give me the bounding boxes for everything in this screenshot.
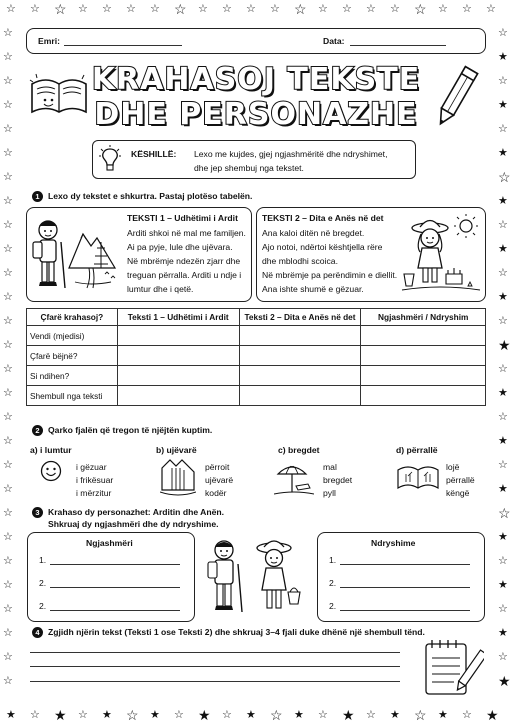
star-decoration: ★ <box>498 195 508 207</box>
star-decoration: ★ <box>498 99 508 111</box>
star-decoration: ☆ <box>102 3 112 15</box>
text-2-line-3: dhe mblodhi scoica. <box>262 256 338 266</box>
star-decoration: ★ <box>390 709 400 721</box>
table-row <box>27 386 486 406</box>
row-label: Çfarë bëjnë? <box>27 346 118 366</box>
star-decoration: ☆ <box>3 387 13 399</box>
star-decoration: ☆ <box>3 291 13 303</box>
table-cell-input[interactable] <box>239 346 361 366</box>
star-decoration: ☆ <box>498 363 508 375</box>
row-label: Si ndihen? <box>27 366 118 386</box>
group-d-label: d) përrallë <box>396 445 438 455</box>
star-decoration: ☆ <box>222 3 232 15</box>
similarity-2-field[interactable] <box>50 587 180 588</box>
row-label: Shembull nga teksti <box>27 386 118 406</box>
star-decoration: ☆ <box>3 171 13 183</box>
option-a-3[interactable]: i mërzitur <box>76 488 112 498</box>
similarity-3-label: 2. <box>39 601 47 611</box>
option-c-3[interactable]: pyll <box>323 488 336 498</box>
group-b-label: b) ujëvarë <box>156 445 197 455</box>
star-decoration: ★ <box>102 709 112 721</box>
star-decoration: ☆ <box>30 3 40 15</box>
group-a-label: a) i lumtur <box>30 445 72 455</box>
star-decoration: ☆ <box>150 3 160 15</box>
text-2-line-1: Ana kaloi ditën në bregdet. <box>262 228 365 238</box>
star-decoration: ☆ <box>438 3 448 15</box>
star-decoration: ☆ <box>498 27 508 39</box>
star-decoration: ★ <box>498 291 508 303</box>
star-decoration: ☆ <box>498 603 508 615</box>
option-a-2[interactable]: i frikësuar <box>76 475 114 485</box>
star-decoration: ★ <box>498 483 508 495</box>
star-decoration: ☆ <box>3 339 13 351</box>
star-decoration: ☆ <box>3 411 13 423</box>
star-decoration: ★ <box>198 707 211 723</box>
group-c-label: c) bregdet <box>278 445 320 455</box>
title-line-1: KRAHASOJ TEKSTE <box>91 62 421 97</box>
waterfall-icon <box>160 458 196 498</box>
ardit-and-ana-icon <box>196 536 308 618</box>
star-decoration: ☆ <box>3 435 13 447</box>
star-decoration: ☆ <box>3 603 13 615</box>
star-decoration: ☆ <box>366 3 376 15</box>
differences-title: Ndryshime <box>371 538 416 548</box>
star-decoration: ☆ <box>498 555 508 567</box>
star-decoration: ☆ <box>222 709 232 721</box>
star-decoration: ☆ <box>498 267 508 279</box>
tip-line-1: Lexo me kujdes, gjej ngjashmëritë dhe ndryshimet, <box>194 149 388 159</box>
star-decoration: ☆ <box>3 243 13 255</box>
star-decoration: ☆ <box>414 707 427 723</box>
task-2-number: 2 <box>32 425 43 436</box>
hiker-boy-icon <box>31 212 123 298</box>
star-decoration: ☆ <box>3 27 13 39</box>
star-decoration: ☆ <box>3 147 13 159</box>
star-decoration: ☆ <box>318 3 328 15</box>
star-decoration: ★ <box>498 51 508 63</box>
table-cell-input[interactable] <box>117 366 239 386</box>
star-decoration: ☆ <box>498 459 508 471</box>
difference-1-label: 1. <box>329 555 337 565</box>
table-cell-input[interactable] <box>117 326 239 346</box>
star-decoration: ☆ <box>3 651 13 663</box>
pencil-icon <box>430 60 482 134</box>
star-decoration: ☆ <box>54 1 67 17</box>
star-decoration: ☆ <box>3 579 13 591</box>
star-decoration: ★ <box>498 337 511 353</box>
star-decoration: ☆ <box>30 709 40 721</box>
option-b-3[interactable]: kodër <box>205 488 227 498</box>
table-cell-input[interactable] <box>361 366 486 386</box>
table-cell-input[interactable] <box>117 386 239 406</box>
text-1-line-1: Arditi shkoi në mal me familjen. <box>127 228 246 238</box>
text-2-line-4: Në mbrëmje pa perëndimin e diellit. <box>262 270 398 280</box>
similarity-2-label: 2. <box>39 578 47 588</box>
beach-umbrella-icon <box>274 458 314 498</box>
difference-3-label: 2. <box>329 601 337 611</box>
star-decoration: ★ <box>150 709 160 721</box>
difference-2-label: 2. <box>329 578 337 588</box>
star-decoration: ☆ <box>3 267 13 279</box>
star-decoration: ★ <box>438 709 448 721</box>
star-decoration: ☆ <box>3 483 13 495</box>
text-2-title: TEKSTI 2 – Dita e Anës në det <box>262 213 384 223</box>
star-decoration: ☆ <box>198 3 208 15</box>
star-decoration: ☆ <box>174 1 187 17</box>
text-1-line-3: Në mbrëmje ndezën zjarr dhe <box>127 256 241 266</box>
similarities-title: Ngjashmëri <box>86 538 133 548</box>
task-3-line-2: Shkruaj dy ngjashmëri dhe dy ndryshime. <box>48 519 219 529</box>
table-header: Çfarë krahasoj? <box>27 309 118 326</box>
star-decoration: ☆ <box>498 75 508 87</box>
star-decoration: ☆ <box>390 3 400 15</box>
tip-line-2: dhe jep shembuj nga tekstet. <box>194 163 304 173</box>
star-decoration: ☆ <box>3 363 13 375</box>
text-1-line-5: lumtur dhe i qetë. <box>127 284 194 294</box>
text-1-line-2: Ai pa pyje, lule dhe ujëvara. <box>127 242 233 252</box>
task-3-number: 3 <box>32 507 43 518</box>
table-cell-input[interactable] <box>361 346 486 366</box>
star-decoration: ☆ <box>498 411 508 423</box>
star-decoration: ★ <box>54 707 67 723</box>
star-decoration: ☆ <box>342 3 352 15</box>
text-1-line-4: treguan përralla. Arditi u ndje i <box>127 270 242 280</box>
table-header: Teksti 2 – Dita e Anës në det <box>239 309 361 326</box>
comparison-table <box>26 308 486 406</box>
name-field[interactable] <box>64 45 182 46</box>
star-decoration: ☆ <box>366 709 376 721</box>
tip-label: KËSHILLË: <box>131 149 177 159</box>
task-4-instruction: Zgjidh njërin tekst (Teksti 1 ose Teksti 2) dhe shkruaj 3–4 fjali duke dhënë një shembull tënd. <box>48 627 425 637</box>
option-c-2[interactable]: bregdet <box>323 475 353 485</box>
lightbulb-icon <box>98 144 122 174</box>
similarity-3-field[interactable] <box>50 610 180 611</box>
option-d-1[interactable]: lojë <box>446 462 460 472</box>
star-decoration: ★ <box>342 707 355 723</box>
star-decoration: ☆ <box>462 3 472 15</box>
similarity-1-field[interactable] <box>50 564 180 565</box>
table-cell-input[interactable] <box>239 366 361 386</box>
notepad-pencil-icon <box>420 638 484 700</box>
star-decoration: ★ <box>498 435 508 447</box>
star-decoration: ☆ <box>3 627 13 639</box>
star-decoration: ☆ <box>498 169 511 185</box>
table-cell-input[interactable] <box>117 346 239 366</box>
star-decoration: ★ <box>498 531 508 543</box>
date-label: Data: <box>323 36 345 46</box>
option-c-1[interactable]: mal <box>323 462 337 472</box>
task-4-number: 4 <box>32 627 43 638</box>
star-decoration: ☆ <box>3 51 13 63</box>
header-box <box>26 28 486 54</box>
option-b-2[interactable]: ujëvarë <box>205 475 234 485</box>
task-1-number: 1 <box>32 191 43 202</box>
option-b-1[interactable]: përroit <box>205 462 230 472</box>
star-decoration: ☆ <box>498 651 508 663</box>
table-cell-input[interactable] <box>239 386 361 406</box>
difference-1-field[interactable] <box>340 564 470 565</box>
star-decoration: ☆ <box>3 195 13 207</box>
star-decoration: ☆ <box>3 531 13 543</box>
table-header: Teksti 1 – Udhëtimi i Ardit <box>117 309 239 326</box>
writing-line-1[interactable] <box>30 652 400 653</box>
table-cell-input[interactable] <box>361 326 486 346</box>
similarity-1-label: 1. <box>39 555 47 565</box>
star-decoration: ☆ <box>3 507 13 519</box>
star-decoration: ☆ <box>462 709 472 721</box>
star-decoration: ★ <box>498 673 511 689</box>
star-decoration: ☆ <box>498 315 508 327</box>
star-decoration: ★ <box>6 709 16 721</box>
star-decoration: ☆ <box>3 99 13 111</box>
star-decoration: ☆ <box>3 123 13 135</box>
star-decoration: ★ <box>498 147 508 159</box>
star-decoration: ☆ <box>318 709 328 721</box>
star-decoration: ☆ <box>3 219 13 231</box>
star-decoration: ☆ <box>498 219 508 231</box>
star-decoration: ☆ <box>294 1 307 17</box>
beach-girl-icon <box>400 212 482 298</box>
table-row <box>27 326 486 346</box>
table-cell-input[interactable] <box>361 386 486 406</box>
title-line-2: DHE PERSONAZHE <box>94 97 418 132</box>
star-decoration: ☆ <box>78 3 88 15</box>
text-2-line-2: Ajo notoi, ndërtoi kështjella rëre <box>262 242 383 252</box>
table-row <box>27 346 486 366</box>
difference-2-field[interactable] <box>340 587 470 588</box>
star-decoration: ☆ <box>6 3 16 15</box>
star-decoration: ☆ <box>126 3 136 15</box>
star-decoration: ☆ <box>3 315 13 327</box>
smiley-icon <box>40 460 62 482</box>
star-decoration: ★ <box>486 707 499 723</box>
table-cell-input[interactable] <box>239 326 361 346</box>
task-1-instruction: Lexo dy tekstet e shkurtra. Pastaj plotëso tabelën. <box>48 191 253 201</box>
star-decoration: ☆ <box>3 459 13 471</box>
star-decoration: ★ <box>294 709 304 721</box>
star-decoration: ★ <box>498 579 508 591</box>
star-decoration: ☆ <box>486 3 496 15</box>
star-decoration: ☆ <box>270 3 280 15</box>
task-3-line-1: Krahaso dy personazhet: Arditin dhe Anën. <box>48 507 225 517</box>
difference-3-field[interactable] <box>340 610 470 611</box>
writing-line-3[interactable] <box>30 681 400 682</box>
star-decoration: ☆ <box>246 3 256 15</box>
book-icon <box>396 462 440 492</box>
star-decoration: ☆ <box>3 675 13 687</box>
star-decoration: ☆ <box>78 709 88 721</box>
star-decoration: ☆ <box>126 707 139 723</box>
writing-line-2[interactable] <box>30 666 400 667</box>
option-d-2[interactable]: përrallë <box>446 475 475 485</box>
option-a-1[interactable]: i gëzuar <box>76 462 107 472</box>
date-field[interactable] <box>350 45 446 46</box>
star-decoration: ★ <box>498 387 508 399</box>
star-decoration: ★ <box>498 627 508 639</box>
star-decoration: ☆ <box>270 707 283 723</box>
table-row <box>27 366 486 386</box>
option-d-3[interactable]: këngë <box>446 488 470 498</box>
table-header-row <box>27 309 486 326</box>
star-decoration: ★ <box>498 243 508 255</box>
star-decoration: ☆ <box>174 709 184 721</box>
name-label: Emri: <box>38 36 60 46</box>
star-decoration: ☆ <box>3 75 13 87</box>
text-2-line-5: Ana ishte shumë e gëzuar. <box>262 284 364 294</box>
star-decoration: ☆ <box>3 555 13 567</box>
text-1-title: TEKSTI 1 – Udhëtimi i Ardit <box>127 213 238 223</box>
table-header: Ngjashmëri / Ndryshim <box>361 309 486 326</box>
row-label: Vendi (mjedisi) <box>27 326 118 346</box>
star-decoration: ☆ <box>414 1 427 17</box>
star-decoration: ☆ <box>498 123 508 135</box>
star-decoration: ★ <box>246 709 256 721</box>
star-decoration: ☆ <box>498 505 511 521</box>
task-2-instruction: Qarko fjalën që tregon të njëjtën kuptim. <box>48 425 213 435</box>
